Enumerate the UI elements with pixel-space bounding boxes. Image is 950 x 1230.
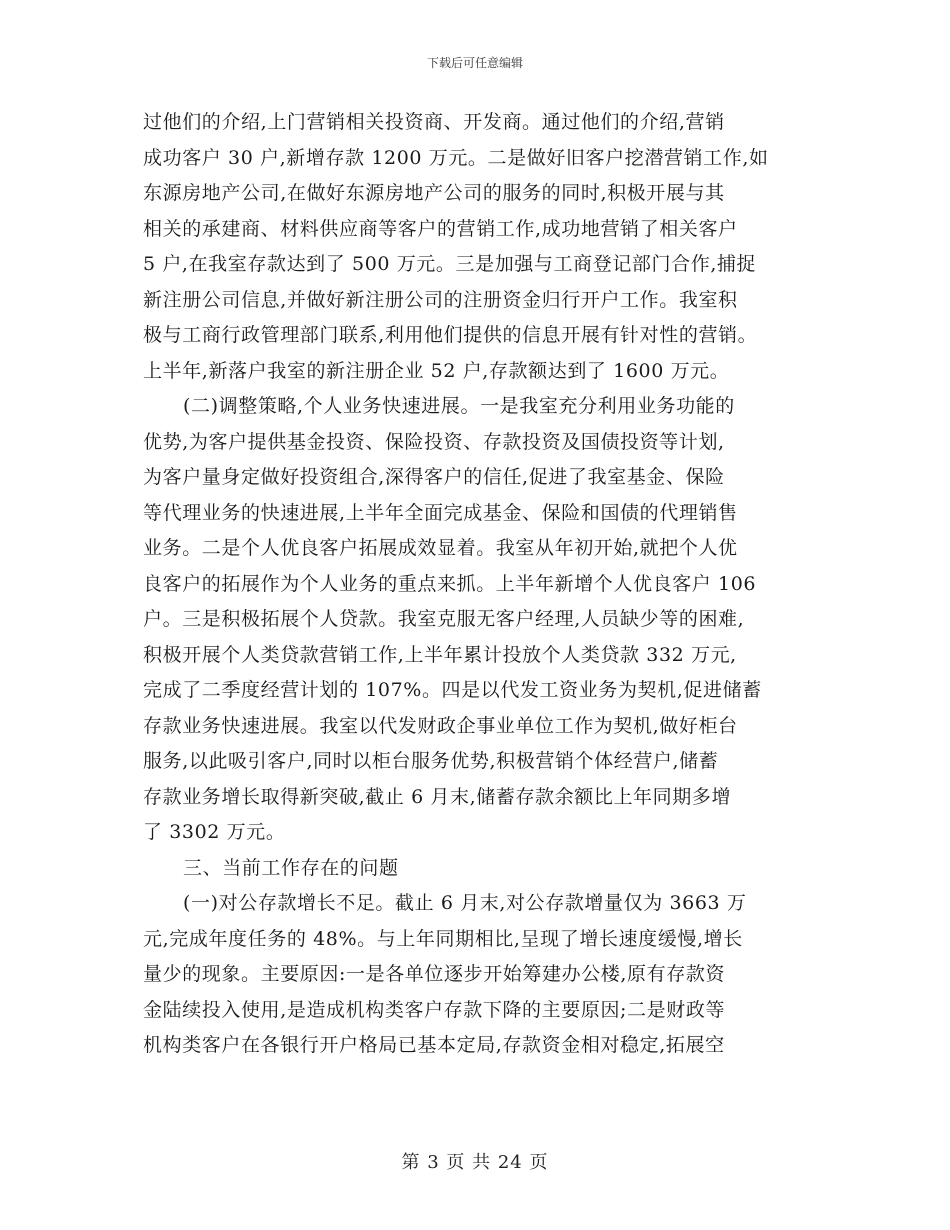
text-line: 优势,为客户提供基金投资、保险投资、存款投资及国债投资等计划, — [143, 430, 725, 453]
text-line: 成功客户 30 户,新增存款 1200 万元。二是做好旧客户挖潜营销工作,如 — [143, 146, 769, 169]
text-line: 金陆续投入使用,是造成机构类客户存款下降的主要原因;二是财政等 — [143, 998, 726, 1021]
text-line: 存款业务增长取得新突破,截止 6 月末,储蓄存款余额比上年同期多增 — [143, 785, 732, 808]
text-line: 服务,以此吸引客户,同时以柜台服务优势,积极营销个体经营户,储蓄 — [143, 750, 719, 772]
text-line: 存款业务快速进展。我室以代发财政企事业单位工作为契机,做好柜台 — [143, 714, 738, 737]
text-line: 5 户,在我室存款达到了 500 万元。三是加强与工商登记部门合作,捕捉 — [143, 253, 757, 275]
text-line: 完成了二季度经营计划的 107%。四是以代发工资业务为契机,促进储蓄 — [143, 679, 762, 701]
paragraph-heading-personal-business: (二)调整策略,个人业务快速进展。一是我室充分利用业务功能的 — [183, 395, 735, 417]
section-heading-current-problems: 三、当前工作存在的问题 — [183, 856, 399, 879]
text-line: 新注册公司信息,并做好新注册公司的注册资金归行开户工作。我室积 — [143, 288, 738, 311]
header-note: 下载后可任意编辑 — [426, 56, 523, 70]
text-line: 上半年,新落户我室的新注册企业 52 户,存款额达到了 1600 万元。 — [143, 359, 730, 382]
text-line: 过他们的介绍,上门营销相关投资商、开发商。通过他们的介绍,营销 — [143, 111, 725, 133]
text-line: 良客户的拓展作为个人业务的重点来抓。上半年新增个人优良客户 106 — [143, 572, 757, 595]
text-line: 业务。二是个人优良客户拓展成效显着。我室从年初开始,就把个人优 — [143, 537, 738, 559]
text-line: 元,完成年度任务的 48%。与上年同期相比,呈现了增长速度缓慢,增长 — [143, 927, 743, 950]
text-line: 了 3302 万元。 — [143, 821, 286, 843]
text-line: 机构类客户在各银行开户格局已基本定局,存款资金相对稳定,拓展空 — [143, 1034, 725, 1056]
body-text — [143, 105, 823, 1064]
paragraph-heading-corporate-deposits: (一)对公存款增长不足。截止 6 月末,对公存款增量仅为 3663 万 — [183, 892, 747, 914]
text-line: 相关的承建商、材料供应商等客户的营销工作,成功地营销了相关客户 — [143, 217, 738, 240]
text-line: 为客户量身定做好投资组合,深得客户的信任,促进了我室基金、保险 — [143, 466, 725, 488]
text-line: 等代理业务的快速进展,上半年全面完成基金、保险和国债的代理销售 — [143, 501, 738, 524]
page-number-footer: 第 3 页 共 24 页 — [401, 1152, 549, 1173]
text-line: 户。三是积极拓展个人贷款。我室克服无客户经理,人员缺少等的困难, — [143, 608, 745, 630]
text-line: 极与工商行政管理部门联系,利用他们提供的信息开展有针对性的营销。 — [143, 324, 758, 346]
text-line: 积极开展个人类贷款营销工作,上半年累计投放个人类贷款 332 万元, — [143, 643, 737, 666]
text-line: 量少的现象。主要原因:一是各单位逐步开始筹建办公楼,原有存款资 — [143, 963, 726, 985]
text-line: 东源房地产公司,在做好东源房地产公司的服务的同时,积极开展与其 — [143, 182, 725, 204]
